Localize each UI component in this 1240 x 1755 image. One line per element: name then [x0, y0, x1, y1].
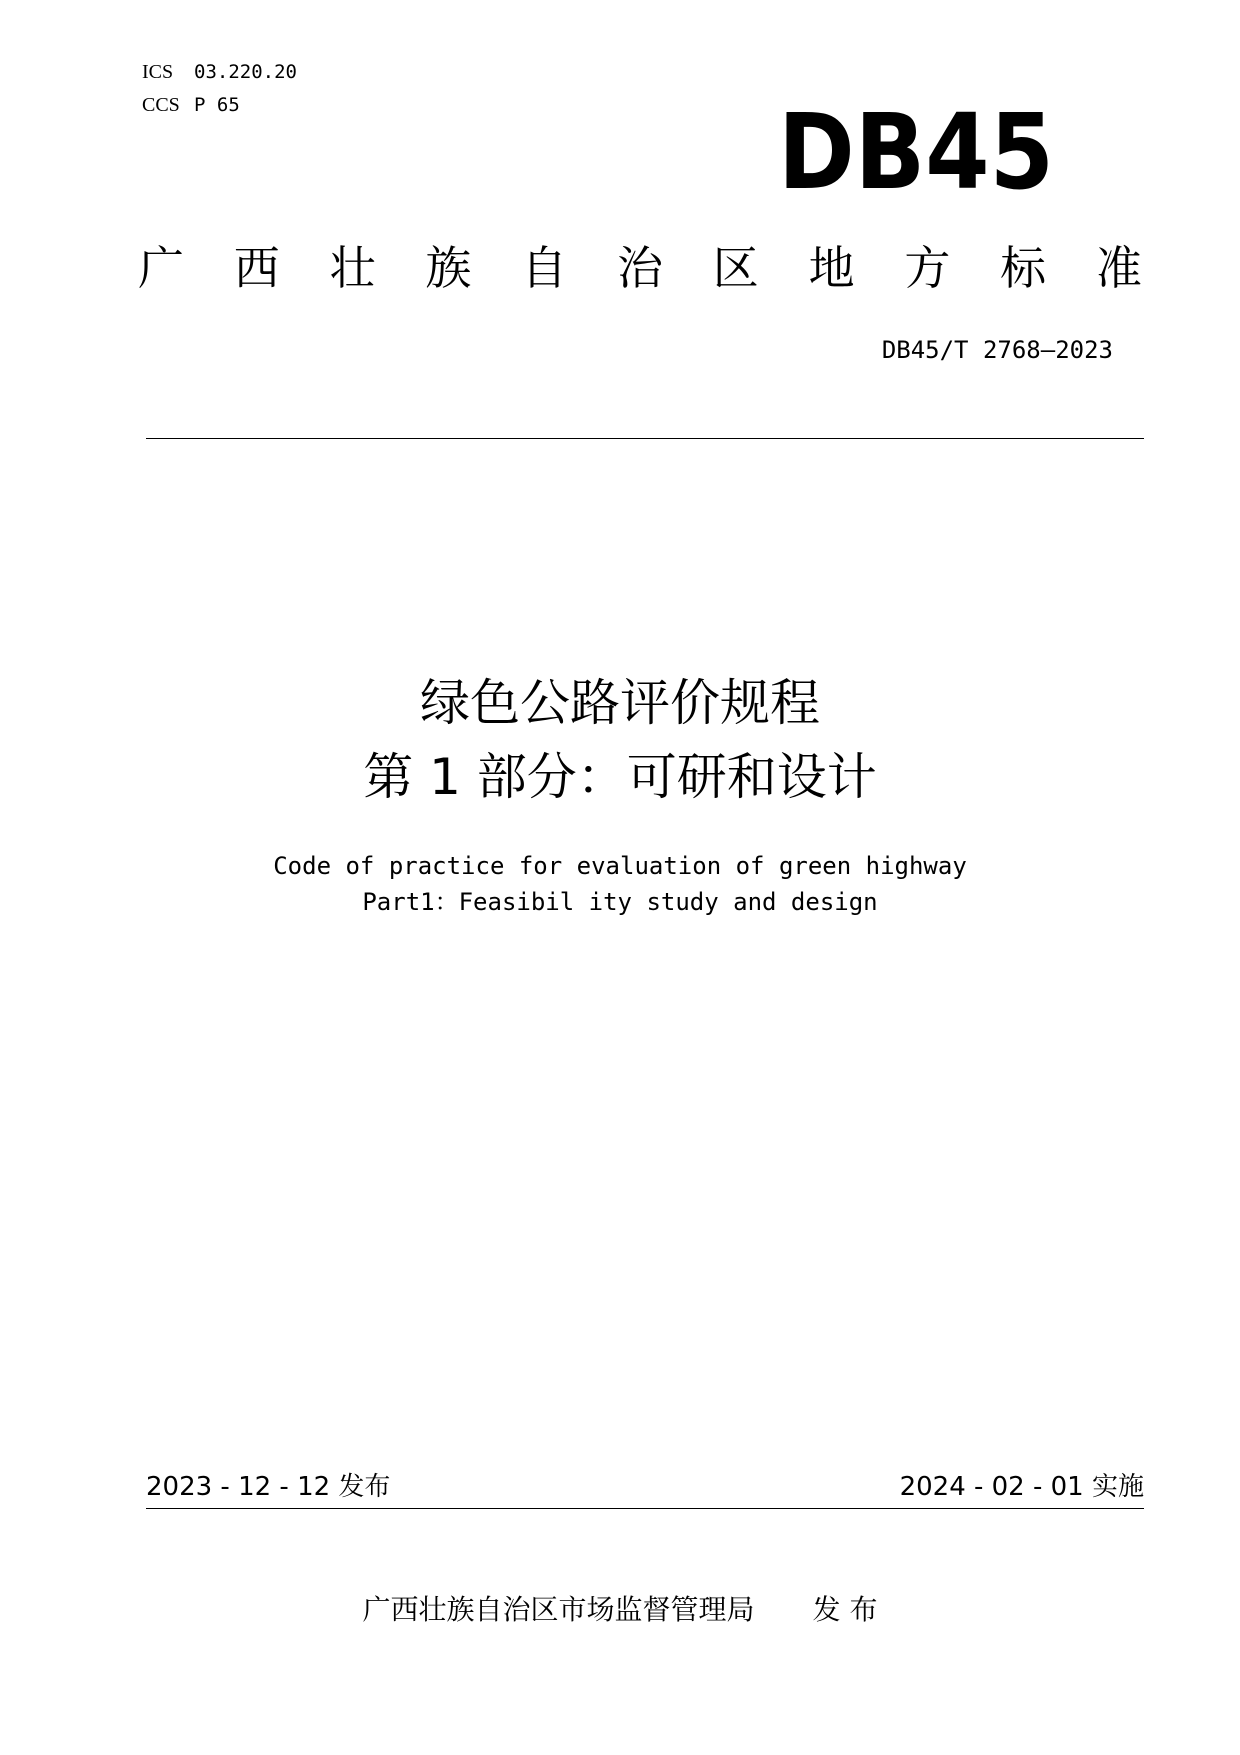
ccs-label: CCS: [142, 94, 180, 116]
standard-type-char: 壮: [329, 241, 376, 295]
classification-block: [142, 56, 297, 122]
db45-logo-text: DB45: [778, 91, 1054, 213]
chinese-title-line-2: 第 1 部分：可研和设计: [363, 748, 877, 806]
chinese-title-line-1: 绿色公路评价规程: [420, 674, 820, 732]
standard-code: DB45/T 2768—2023: [881, 336, 1113, 364]
standard-type-char: 区: [712, 241, 759, 295]
issue-date: 2023 - 12 - 12 发布: [146, 1472, 391, 1502]
bottom-divider: [146, 1508, 1144, 1509]
standard-type-char: 族: [425, 241, 472, 295]
standard-type-char: 方: [904, 241, 951, 295]
standard-type-char: 广: [138, 241, 184, 295]
standard-type-char: 西: [233, 241, 280, 295]
implementation-date: 2024 - 02 - 01 实施: [899, 1472, 1144, 1502]
ccs-row: [142, 89, 297, 122]
ics-value: 03.220.20: [194, 61, 297, 83]
ics-label: ICS: [142, 61, 174, 83]
standard-type-char: 标: [1000, 241, 1047, 295]
ics-row: [142, 56, 297, 89]
publisher-name: 广西壮族自治区市场监督管理局: [362, 1593, 755, 1626]
publish-action: 发 布: [812, 1593, 878, 1626]
standard-type-char: 自: [521, 241, 568, 295]
english-title-line-2: Part1：Feasibil ity study and design: [362, 888, 878, 916]
db45-logo: [778, 91, 1054, 213]
standard-type-heading: [138, 236, 1142, 300]
english-title-line-1: Code of practice for evaluation of green highway: [273, 852, 967, 880]
publisher-line: [0, 1588, 1240, 1628]
standard-type-char: 治: [616, 241, 663, 295]
standard-type-char: 地: [808, 241, 855, 295]
ccs-value: P 65: [194, 94, 240, 116]
standard-type-char: 准: [1095, 241, 1142, 295]
top-divider: [146, 438, 1144, 439]
